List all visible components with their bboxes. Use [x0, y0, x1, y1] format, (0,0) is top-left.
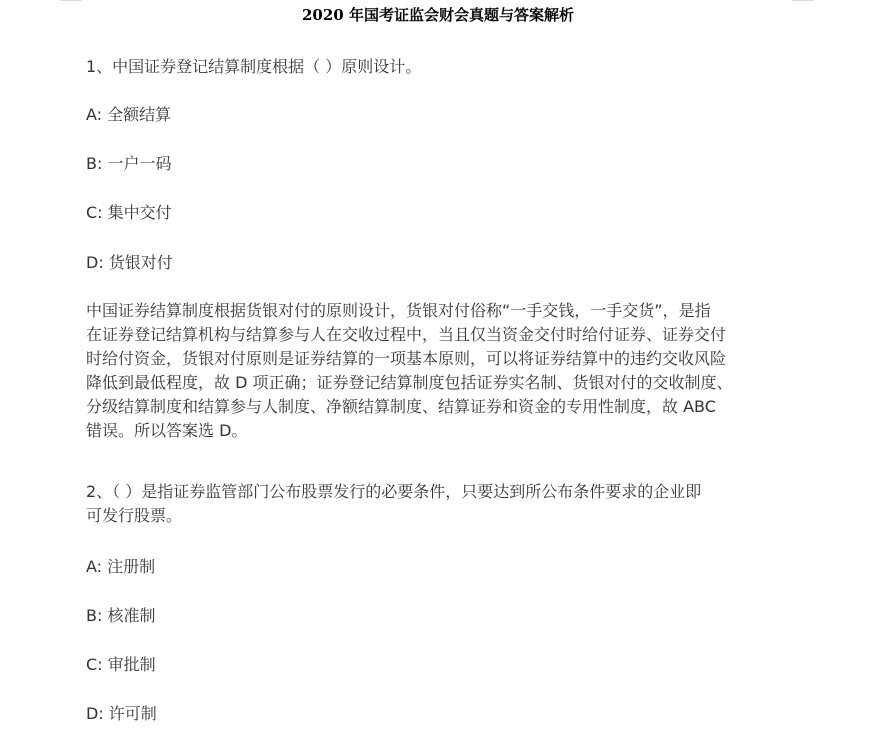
question-1-option-c: C: 集中交付 [86, 203, 172, 222]
question-1-stem [86, 55, 786, 79]
question-1-stem-line: 1、中国证券登记结算制度根据（ ）原则设计。 [86, 57, 422, 76]
explanation-line: 错误。所以答案选 D。 [86, 421, 248, 440]
explanation-line: 在证券登记结算机构与结算参与人在交收过程中，当且仅当资金交付时给付证券、证券交付 [86, 325, 727, 344]
question-2-option-c: C: 审批制 [86, 655, 156, 674]
question-1-option-b: B: 一户一码 [86, 154, 172, 173]
question-2-stem-line: 2、（ ）是指证券监管部门公布股票发行的必要条件，只要达到所公布条件要求的企业即 [86, 482, 702, 501]
question-1-option-d: D: 货银对付 [86, 253, 173, 272]
explanation-line: 分级结算制度和结算参与人制度、净额结算制度、结算证券和资金的专用性制度，故 ABC [86, 397, 716, 416]
explanation-line: 时给付资金，货银对付原则是证券结算的一项基本原则，可以将证券结算中的违约交收风险 [86, 349, 727, 368]
question-1-option-a: A: 全额结算 [86, 105, 172, 124]
question-2-option-a: A: 注册制 [86, 557, 156, 576]
question-2-stem [86, 480, 786, 528]
question-2-option-d: D: 许可制 [86, 704, 157, 723]
explanation-line: 中国证券结算制度根据货银对付的原则设计，货银对付俗称“一手交钱，一手交货”，是指 [86, 301, 711, 320]
top-divider-left [60, 0, 82, 1]
document-title: 2020 年国考证监会财会真题与答案解析 [302, 6, 574, 24]
question-2-stem-line: 可发行股票。 [86, 506, 183, 525]
top-divider-right [792, 0, 814, 1]
question-2-option-b: B: 核准制 [86, 606, 156, 625]
explanation-line: 降低到最低程度，故 D 项正确；证券登记结算制度包括证券实名制、货银对付的交收制度、 [86, 373, 733, 392]
question-1-explanation [86, 299, 786, 443]
